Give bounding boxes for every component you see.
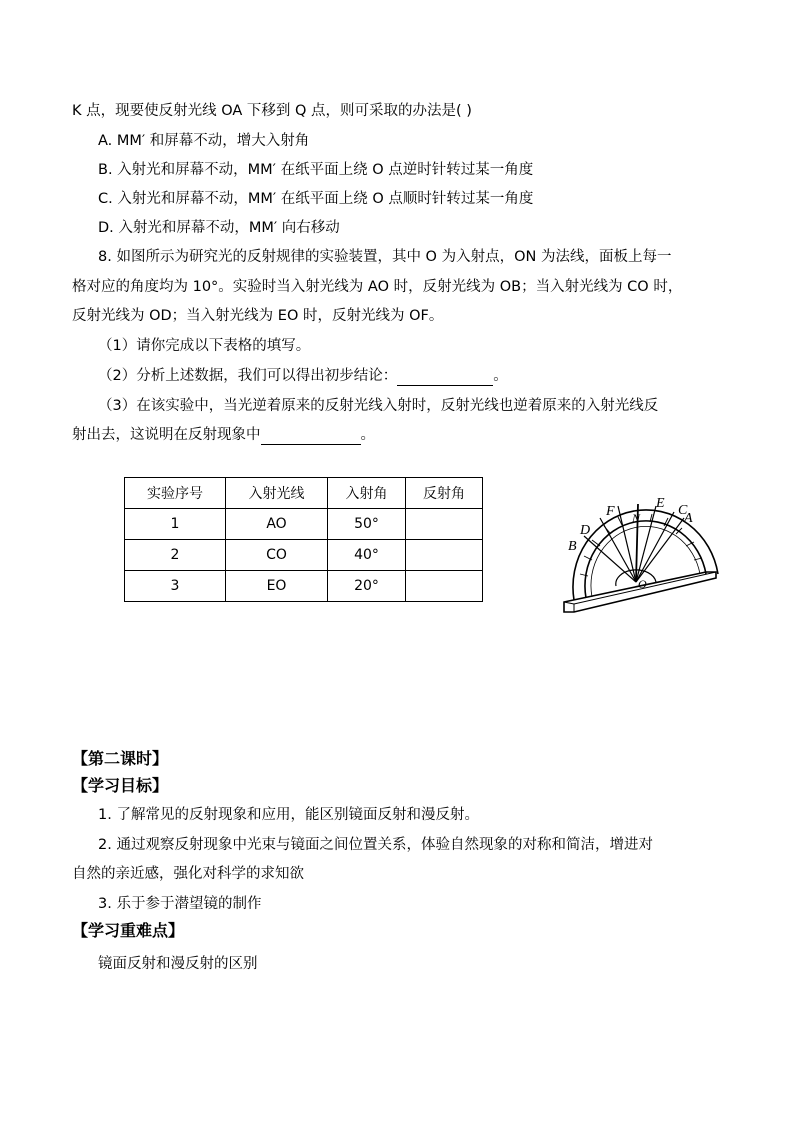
q8-sub2-text: （2）分析上述数据，我们可以得出初步结论： [98, 368, 398, 384]
table-header: 实验序号 [125, 478, 226, 509]
q7-option-a: A. MM′ 和屏幕不动，增大入射角 [98, 133, 310, 149]
table-cell: AO [226, 509, 328, 540]
table-cell: 50° [328, 509, 406, 540]
q7-stem: K 点，现要使反射光线 OA 下移到 Q 点，则可采取的办法是( ) [72, 103, 472, 119]
key-point: 镜面反射和漫反射的区别 [98, 956, 258, 972]
ray-co [636, 512, 674, 582]
q8-sub2 [98, 366, 508, 386]
table-cell: 2 [125, 540, 226, 571]
ray-ao [636, 518, 684, 582]
table-row [125, 540, 483, 571]
q8-sub2-end: 。 [493, 368, 508, 384]
table-cell: 20° [328, 571, 406, 602]
label-e: E [656, 496, 665, 511]
lesson2-title: 【第二课时】 [72, 749, 169, 768]
experiment-table [124, 477, 483, 602]
q8-sub3-line2 [72, 425, 375, 445]
table-cell: 3 [125, 571, 226, 602]
label-b: B [568, 539, 577, 554]
reflection-apparatus-figure [556, 490, 726, 620]
label-n: N [632, 511, 641, 525]
label-f: F [606, 504, 615, 519]
q8-line2: 格对应的角度均为 10°。实验时当入射光线为 AO 时，反射光线为 OB；当入射光线为 CO 时， [72, 279, 683, 295]
q7-option-b: B. 入射光和屏幕不动，MM′ 在纸平面上绕 O 点逆时针转过某一角度 [98, 162, 534, 178]
table-cell-answer[interactable] [406, 540, 483, 571]
q8-sub3-blank[interactable] [261, 428, 361, 445]
q7-option-d: D. 入射光和屏幕不动，MM′ 向右移动 [98, 220, 340, 236]
label-c: C [678, 503, 688, 518]
goal-item: 自然的亲近感，强化对科学的求知欲 [72, 866, 304, 882]
table-cell-answer[interactable] [406, 571, 483, 602]
table-cell: 1 [125, 509, 226, 540]
goal-item: 3. 乐于参于潜望镜的制作 [98, 896, 262, 912]
table-cell-answer[interactable] [406, 509, 483, 540]
q8-sub1: （1）请你完成以下表格的填写。 [98, 338, 311, 354]
q8-sub3-line1: （3）在该实验中，当光逆着原来的反射光线入射时，反射光线也逆着原来的入射光线反 [98, 398, 659, 414]
table-cell: 40° [328, 540, 406, 571]
table-row [125, 509, 483, 540]
q8-line1: 8. 如图所示为研究光的反射规律的实验装置，其中 O 为入射点，ON 为法线，面板上每一 [98, 249, 672, 265]
table-header: 反射角 [406, 478, 483, 509]
table-header-row [125, 478, 483, 509]
label-a: A [684, 511, 693, 526]
q8-line3: 反射光线为 OD；当入射光线为 EO 时，反射光线为 OF。 [72, 308, 444, 324]
table-row [125, 571, 483, 602]
goal-item: 1. 了解常见的反射现象和应用，能区别镜面反射和漫反射。 [98, 807, 479, 823]
q7-option-c: C. 入射光和屏幕不动，MM′ 在纸平面上绕 O 点顺时针转过某一角度 [98, 191, 534, 207]
table-header: 入射角 [328, 478, 406, 509]
table-cell: CO [226, 540, 328, 571]
key-points-heading: 【学习重难点】 [72, 921, 185, 940]
q8-sub2-blank[interactable] [397, 369, 493, 386]
q8-sub3-text: 射出去，这说明在反射现象中 [72, 427, 261, 443]
label-d: D [580, 523, 591, 538]
table-header: 入射光线 [226, 478, 328, 509]
label-o: O [638, 577, 647, 591]
q8-sub3-end: 。 [360, 427, 375, 443]
goals-heading: 【学习目标】 [72, 776, 169, 795]
goal-item: 2. 通过观察反射现象中光束与镜面之间位置关系，体验自然现象的对称和简洁，增进对 [98, 837, 653, 853]
table-cell: EO [226, 571, 328, 602]
